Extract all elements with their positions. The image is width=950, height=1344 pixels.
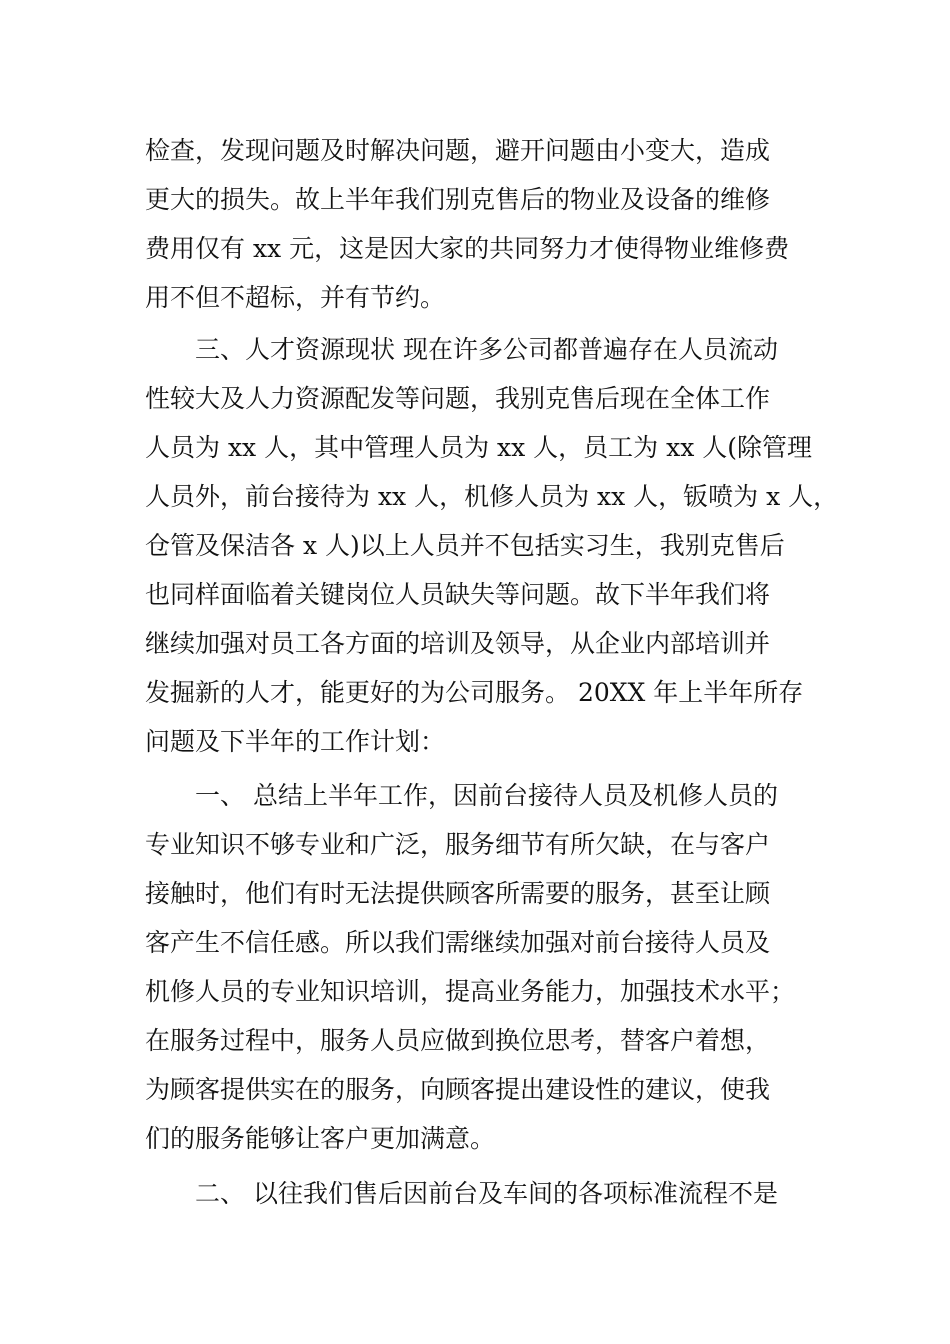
text-line: 人员为 xx 人，其中管理人员为 xx 人，员工为 xx 人(除管理 [145,433,813,462]
text-line: 为顾客提供实在的服务，向顾客提出建设性的建议，使我 [145,1075,771,1104]
text-line: 仓管及保洁各 x 人)以上人员并不包括实习生，我别克售后 [145,531,785,560]
text-line: 一、 总结上半年工作，因前台接待人员及机修人员的 [195,781,778,810]
text-line: 发掘新的人才，能更好的为公司服务。 20XX 年上半年所存 [145,678,804,707]
text-line: 也同样面临着关键岗位人员缺失等问题。故下半年我们将 [145,580,771,609]
text-line: 问题及下半年的工作计划： [145,727,446,756]
text-line: 人员外，前台接待为 xx 人，机修人员为 xx 人，钣喷为 x 人， [145,482,839,511]
text-line: 性较大及人力资源配发等问题，我别克售后现在全体工作 [145,384,771,413]
text-line: 继续加强对员工各方面的培训及领导，从企业内部培训并 [145,629,771,658]
text-line: 接触时，他们有时无法提供顾客所需要的服务，甚至让顾 [145,879,771,908]
text-line: 在服务过程中，服务人员应做到换位思考，替客户着想， [145,1026,771,1055]
text-line: 专业知识不够专业和广泛，服务细节有所欠缺，在与客户 [145,830,771,859]
text-line: 客产生不信任感。所以我们需继续加强对前台接待人员及 [145,928,771,957]
text-line: 检查，发现问题及时解决问题，避开问题由小变大，造成 [145,136,771,165]
text-line: 更大的损失。故上半年我们别克售后的物业及设备的维修 [145,185,771,214]
text-line: 机修人员的专业知识培训，提高业务能力，加强技术水平； [145,977,796,1006]
text-line: 三、人才资源现状 现在许多公司都普遍存在人员流动 [195,335,778,364]
text-line: 用不但不超标，并有节约。 [145,283,446,312]
text-line: 费用仅有 xx 元，这是因大家的共同努力才使得物业维修费 [145,234,790,263]
text-line: 二、 以往我们售后因前台及车间的各项标准流程不是 [195,1179,778,1208]
text-line: 们的服务能够让客户更加满意。 [145,1124,496,1153]
